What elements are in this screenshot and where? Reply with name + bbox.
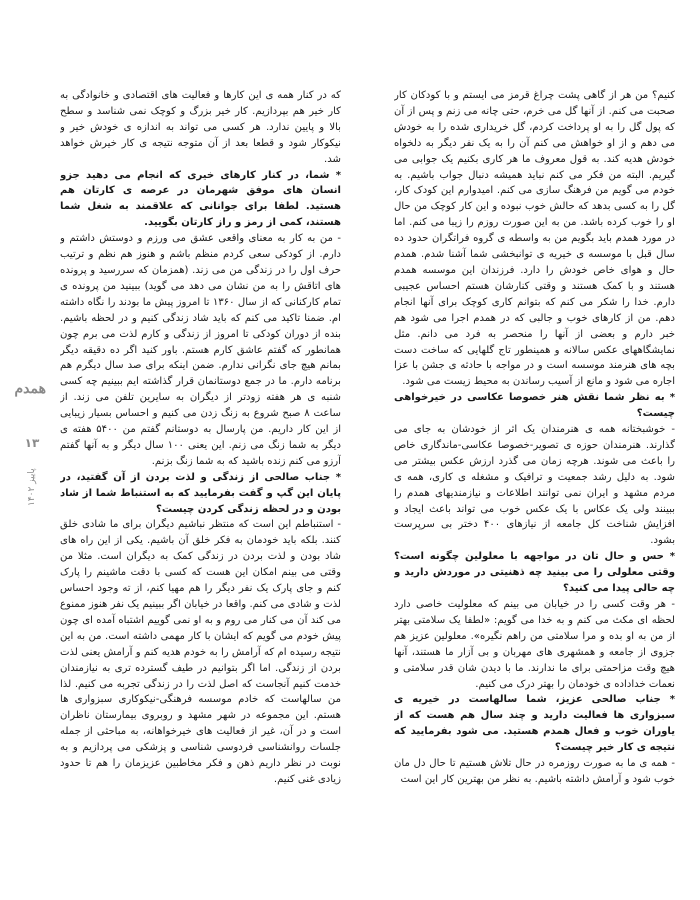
interview-question: * جناب صالحی عزیز، شما سالهاست در خیریه ی سبزواری ها فعالیت دارید و چند سال هم هست که از یاوران خوب و فعال همدم هستید. می شود بفرمایید که نتیجه ی کار خیر چیست؟ — [394, 694, 675, 754]
article-column-left — [60, 88, 341, 888]
magazine-logo: همدم — [14, 381, 46, 397]
paragraph: - همه ی ما به صورت روزمره در حال تلاش هستیم تا حال دل مان خوب شود و آرامش داشته باشیم. به نظر من بهترین کار این است — [394, 758, 675, 785]
page-number: ۱۳ — [24, 436, 40, 450]
page-sidebar — [14, 378, 46, 518]
article-column-right — [394, 88, 675, 888]
interview-question: * حس و حال تان در مواجهه با معلولین چگونه است؟ وقتی معلولی را می بینید چه ذهنیتی در موردش دارید و چه حالی پیدا می کنید؟ — [394, 551, 675, 595]
paragraph: - هر وقت کسی را در خیابان می بینم که معلولیت خاصی دارد لحظه ای مکث می کنم و به خدا می گویم: «لطفا یک سلامتی بهتر از من به او بده و مرا سلامتی من راهم نگیره». معلولین عزیز هم جزوی از جامعه و همشهری های مهربان و بی آزار ما هستند، آنها هیچ وقت مزاحمتی برای ما ندارند. ما با دیدن شان قدر سلامتی و نعمات خداداده ی خودمان را بهتر درک می کنیم. — [394, 599, 675, 690]
paragraph: - خوشبختانه همه ی هنرمندان یک اثر از خودشان به جای می گذارند. هنرمندان حوزه ی تصویر-خصوصا عکاسی-ماندگاری خاص را باعث می شوند. هرچه زمان می گذرد ارزش عکس بیشتر می شود. به دلیل رشد جمعیت و ترافیک و مشغله ی کاری، همه ی مردم مشهد و ایران نمی توانند اطلاعات و نیازمندیهای همدم را ببینند ولی یک عکاس با یک عکس خوب می تواند باعث ایجاد و افزایش شناخت کل جامعه از نیازهای ۴۰۰ دختر بی سرپرست بشود. — [394, 424, 675, 547]
paragraph: کنیم؟ من هر از گاهی پشت چراغ قرمز می ایستم و با کودکان کار صحبت می کنم. از آنها گل می خرم، حتی چانه می زنم و پس از آن که پول گل را به او پرداخت کردم، گل خریداری شده را به خودش می دهم و از او خواهش می کنم آن را به یک نفر دیگر به دلخواه خودش هدیه کند. به قول معروف ما هر کاری بکنیم یک جوابی می گیریم. البته من فکر می کنم نباید همیشه دنبال جواب باشیم. به خودم می گویم من فرهنگ سازی می کنم. امیدوارم این کودک کار، گل را به کسی بدهد که حالش خوب نبوده و این کار کوچک من حال او را خوب کرده باشد. من به این صورت روزم را زیبا می کنم. اما در مورد همدم باید بگویم من به واسطه ی گروه فراتگران حدود ده سال قبل با موسسه ی خیریه ی توانبخشی شما آشنا شدم. همدم حال و هوای خاص خودش را دارد. فرزندان این موسسه همدم هستند و با کمک هستند و وقتی کنارشان هستم احساس عجیبی دارم. خدا را شکر می کنم که بتوانم کاری کوچک برای آنها انجام دهم. من از کارهای خوب و جالبی که در همدم اجرا می شود هم خبر دارم و بعضی از آنها را منحصر به فرد می دانم. مثل نمایشگاههای عکس سالانه و همینطور تاج گلهایی که ساخت دست بچه های هنرمند موسسه است و در مواجه با حادثه ی جشن با عزا اجاره می شود و مانع از آسیب رساندن به محیط زیست می شود. — [394, 90, 675, 388]
issue-label: پاییز ۱۴۰۲ — [27, 468, 37, 506]
interview-question: * جناب صالحی از زندگی و لذت بردن از آن گفتید، در پایان این گپ و گفت بفرمایید که به استنباط شما از شاد بودن و در لحظه زندگی کردن چیست؟ — [60, 471, 341, 515]
paragraph: که در کنار همه ی این کارها و فعالیت های اقتصادی و خانوادگی به کار خیر هم بپردازیم. کار خیر بزرگ و کوچک نمی شناسد و سطح بالا و پایین ندارد. هر کسی می تواند به اندازه ی خودش خیر و نیکوکار شود و قطعا بعد از آن متوجه نتیجه ی کار خیرش خواهد شد. — [60, 90, 341, 165]
interview-question: * به نظر شما نقش هنر خصوصا عکاسی در خیرخواهی چیست؟ — [394, 392, 675, 420]
paragraph: - استنباطم این است که منتظر نباشیم دیگران برای ما شادی خلق کنند. بلکه باید خودمان به فکر خلق آن باشیم. یکی از این راه های شاد بودن و لذت بردن در زندگی کمک به دیگران است. مثلا من وقتی می بینم امکان این هست که کسی با دقت ماشینم را پارک کنم و جای پارک یک نفر دیگر را هم مهیا کنم، از ته وجود احساس لذت و شادی می کنم. واقعا در خیابان اگر ببینیم یک نفر هنوز ممنوع می کند آن می کنار می روم و به او نمی گوییم اشتباه آمده ای چون پیش خودم می گویم که ایشان با کار مهمی داشته است. من به این نتیجه رسیده ام که آرامش را به خودم هدیه کنم و آرامش یعنی لذت بردن از زندگی. اما اگر بتوانیم در طیف گسترده تری به نیازمندان خدمت کنیم آنجاست که اصل لذت را در زندگی تجربه می کنیم. لذا من سالهاست که خادم موسسه فرهنگی-نیکوکاری سبزواری ها هستم. این مجموعه در شهر مشهد و روبروی بیمارستان ناظران است و در آن، غیر از فعالیت های خیرخواهانه، به مباحثی از جمله جلسات روانشناسی فردوسی شناسی و پزشکی می پردازیم و به نوبت در نظر داریم ذهن و فکر مخاطبین عزیزمان را هم تا حدود زیادی غنی کنیم. — [60, 519, 341, 785]
paragraph: - من به کار به معنای واقعی عشق می ورزم و دوستش داشتم و دارم. از کودکی سعی کردم منظم باشم و هنوز هم نظم و ترتیب حرف اول را در زندگی من می زند. (همزمان که سررسید و پرونده های اتاقش را به من نشان می دهد می گوید) ببینید من پرونده ی تمام کارکنانی که از سال ۱۳۶۰ تا امروز پیش ما بودند را نگاه داشته ام. ضمنا تاکید می کنم که باید شاد زندگی کنیم و در لحظه باشیم. بنده از دوران کودکی تا امروز از زندگی و کارم لذت می برم چون همانطور که گفتم عاشق کارم هستم. باور کنید اگر ده دقیقه دیگر بمانم هیچ جای نگرانی ندارم. ضمن اینکه برای صد سال دیگرم هم برنامه دارم. ما در جمع دوستانمان قرار گذاشته ایم ببینیم چه کسی شنبه ی هر هفته زودتر از دیگران به سایرین تلفن می زند. از ساعت ۸ صبح شروع به زنگ زدن می کنیم و احساس بسیار زیبایی از این کار داریم. من پارسال به دوستانم گفتم من ۵۴۰۰ هفته ی دیگر به شما زنگ می زنم. این یعنی ۱۰۰ سال دیگر و به آنها گفتم آرزو می کنم زنده باشید که به شما زنگ بزنم. — [60, 233, 341, 467]
interview-question: * شما، در کنار کارهای خیری که انجام می دهید جزو انسان های موفق شهرمان در عرصه ی کارتان هم هستید. لطفا برای جوانانی که علاقمند به شغل شما هستند، کمی از رمز و راز کارتان بگویید. — [60, 169, 341, 229]
